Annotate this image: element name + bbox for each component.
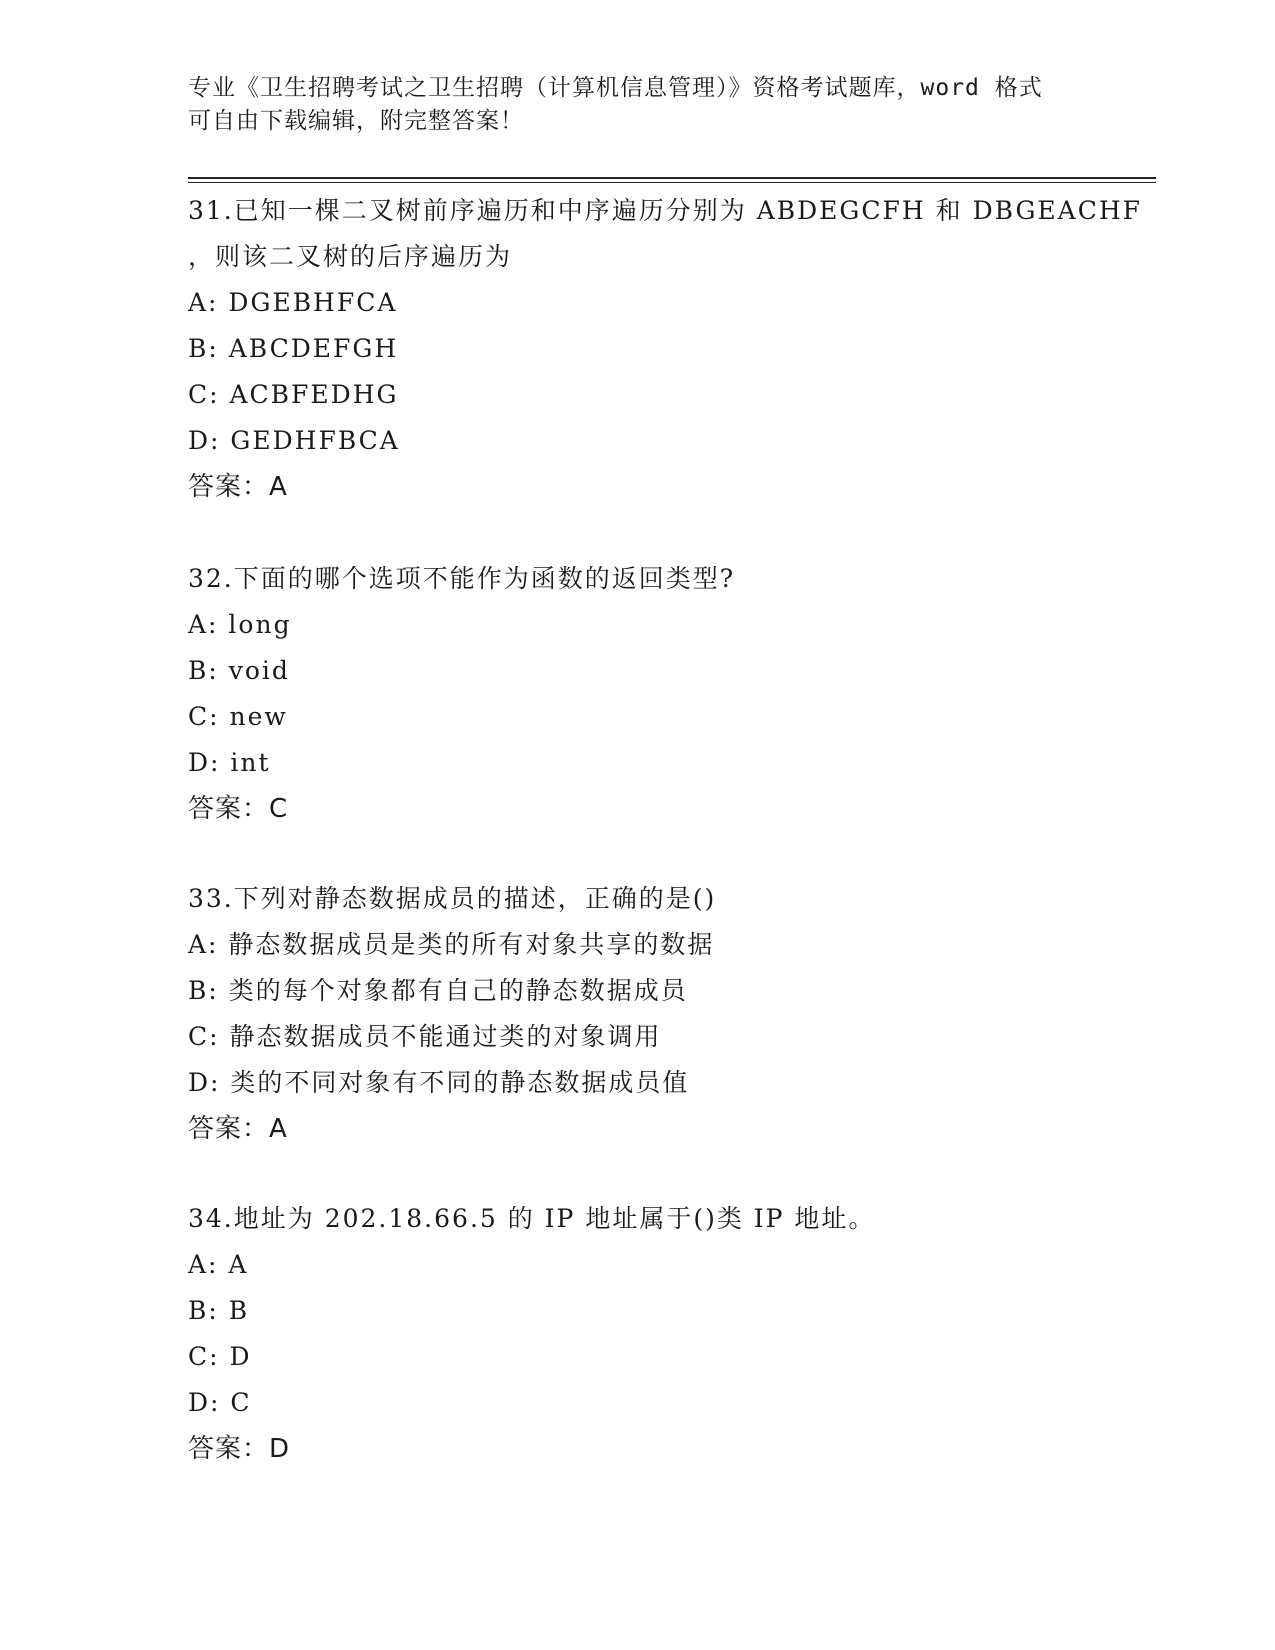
answer: 答案：A	[188, 472, 288, 502]
question-32	[188, 556, 1088, 832]
header-line: 专业《卫生招聘考试之卫生招聘（计算机信息管理）》资格考试题库，word 格式	[188, 75, 1043, 101]
option-c: C: new	[188, 702, 288, 731]
option-a: A: DGEBHFCA	[188, 288, 398, 317]
answer: 答案：C	[188, 794, 289, 824]
question-stem: 32.下面的哪个选项不能作为函数的返回类型?	[188, 564, 736, 593]
option-a: A: 静态数据成员是类的所有对象共享的数据	[188, 930, 715, 959]
option-b: B: B	[188, 1296, 250, 1325]
question-31	[188, 188, 1142, 510]
question-34	[188, 1196, 1088, 1472]
option-b: B: 类的每个对象都有自己的静态数据成员	[188, 976, 688, 1005]
question-stem: ，则该二叉树的后序遍历为	[188, 242, 513, 271]
header-divider	[188, 177, 1156, 179]
header-line: 可自由下载编辑，附完整答案！	[188, 108, 524, 134]
option-b: B: void	[188, 656, 290, 685]
option-d: D: 类的不同对象有不同的静态数据成员值	[188, 1068, 690, 1097]
question-stem: 34.地址为 202.18.66.5 的 IP 地址属于()类 IP 地址。	[188, 1204, 876, 1233]
question-stem: 33.下列对静态数据成员的描述，正确的是()	[188, 884, 717, 913]
option-b: B: ABCDEFGH	[188, 334, 399, 363]
option-a: A: A	[188, 1250, 249, 1279]
option-d: D: GEDHFBCA	[188, 426, 400, 455]
option-c: C: ACBFEDHG	[188, 380, 399, 409]
header-divider	[188, 182, 1156, 183]
option-c: C: 静态数据成员不能通过类的对象调用	[188, 1022, 662, 1051]
question-33	[188, 876, 1088, 1152]
question-stem: 31.已知一棵二叉树前序遍历和中序遍历分别为 ABDEGCFH 和 DBGEACHF	[188, 196, 1142, 225]
option-d: D: C	[188, 1388, 252, 1417]
option-a: A: long	[188, 610, 292, 639]
option-d: D: int	[188, 748, 271, 777]
answer: 答案：A	[188, 1114, 288, 1144]
option-c: C: D	[188, 1342, 252, 1371]
answer: 答案：D	[188, 1434, 291, 1464]
document-header	[188, 72, 1068, 138]
